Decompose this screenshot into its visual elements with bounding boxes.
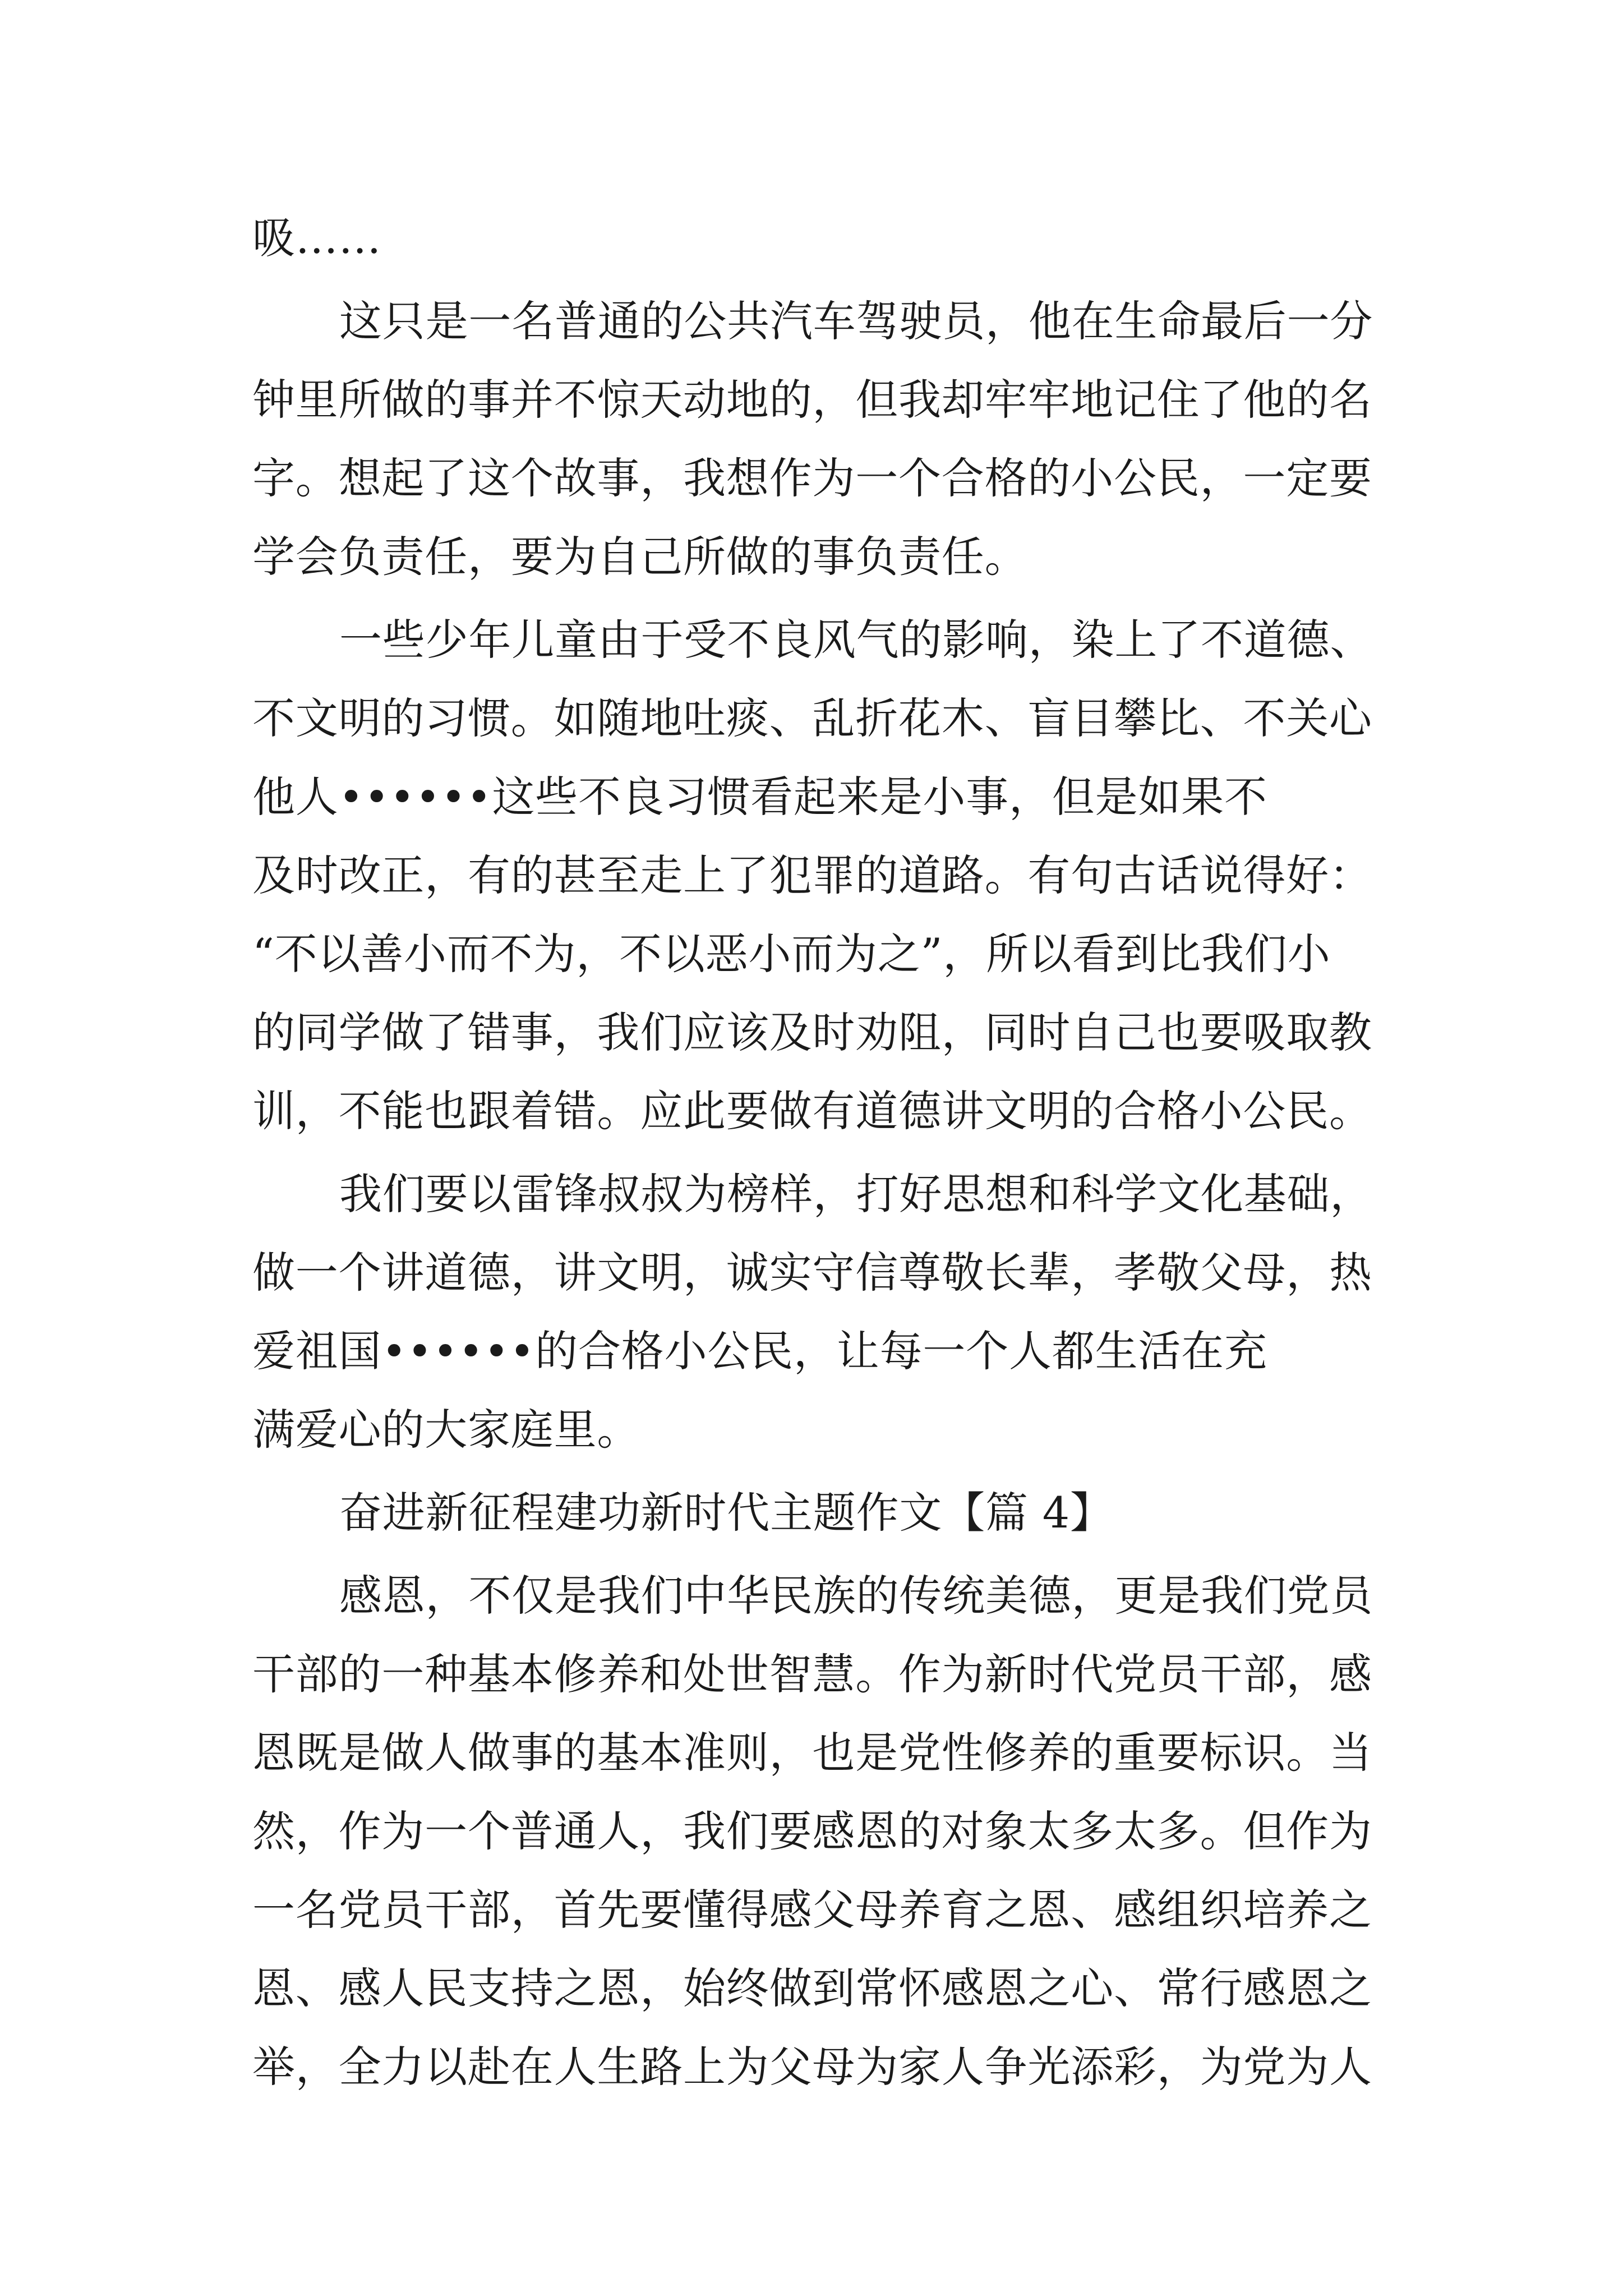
text-line: 他人••••••这些不良习惯看起来是小事，但是如果不	[252, 772, 1267, 822]
text-line: 及时改正，有的甚至走上了犯罪的道路。有句古话说得好：	[252, 850, 1372, 900]
text-line: 一名党员干部，首先要懂得感父母养育之恩、感组织培养之	[252, 1885, 1372, 1935]
text-line: 字。想起了这个故事，我想作为一个合格的小公民，一定要	[252, 453, 1372, 503]
text-line: 钟里所做的事并不惊天动地的，但我却牢牢地记住了他的名	[252, 375, 1372, 425]
paragraph-first-line: 这只是一名普通的公共汽车驾驶员，他在生命最后一分	[339, 296, 1373, 346]
text-line: 然，作为一个普通人，我们要感恩的对象太多太多。但作为	[252, 1806, 1372, 1856]
text-line: 训，不能也跟着错。应此要做有道德讲文明的合格小公民。	[252, 1086, 1372, 1136]
text-line: 干部的一种基本修养和处世智慧。作为新时代党员干部，感	[252, 1649, 1372, 1699]
paragraph-first-line: 一些少年儿童由于受不良风气的影响，染上了不道德、	[339, 615, 1373, 665]
section-heading: 奋进新征程建功新时代主题作文【篇 4】	[339, 1488, 1113, 1538]
text-line: 做一个讲道德，讲文明，诚实守信尊敬长辈，孝敬父母，热	[252, 1248, 1372, 1297]
text-line: 恩既是做人做事的基本准则，也是党性修养的重要标识。当	[252, 1728, 1372, 1778]
text-line: “不以善小而不为，不以恶小而为之”，所以看到比我们小	[252, 929, 1331, 979]
text-line: 恩、感人民支持之恩，始终做到常怀感恩之心、常行感恩之	[252, 1963, 1372, 2013]
text-line: 的同学做了错事，我们应该及时劝阻，同时自己也要吸取教	[252, 1007, 1372, 1057]
text-line: 不文明的习惯。如随地吐痰、乱折花木、盲目攀比、不关心	[252, 693, 1372, 743]
text-line: 满爱心的大家庭里。	[252, 1405, 640, 1455]
text-line: 吸……	[252, 213, 382, 263]
text-line: 爱祖国••••••的合格小公民，让每一个人都生活在充	[252, 1326, 1267, 1376]
text-line: 举，全力以赴在人生路上为父母为家人争光添彩，为党为人	[252, 2042, 1372, 2092]
paragraph-first-line: 我们要以雷锋叔叔为榜样，打好思想和科学文化基础，	[339, 1169, 1373, 1219]
text-line: 学会负责任，要为自己所做的事负责任。	[252, 532, 1028, 582]
paragraph-first-line: 感恩，不仅是我们中华民族的传统美德，更是我们党员	[339, 1571, 1373, 1621]
